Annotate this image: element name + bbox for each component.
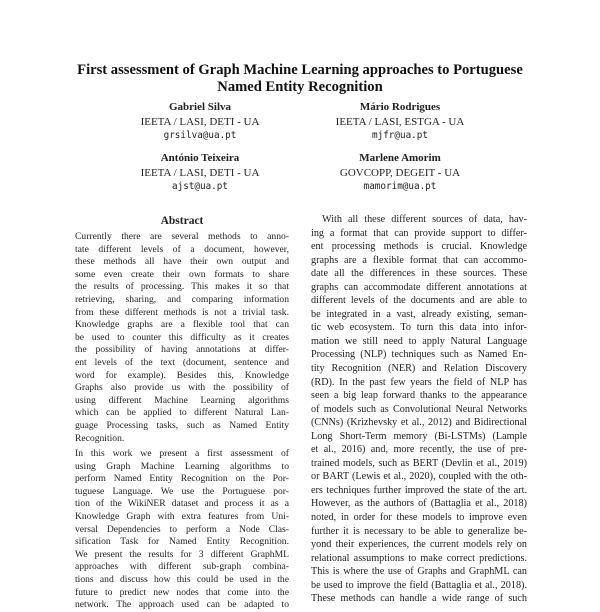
- text-line: sification Task for Named Entity Recognition.: [75, 536, 289, 548]
- author-name: António Teixeira: [160, 152, 240, 164]
- text-line: In this work we present a first assessment of: [75, 448, 289, 460]
- text-line: However, as the authors of (Battaglia et al., 2018): [311, 498, 527, 510]
- text-line: some even create their own formats to share: [75, 268, 289, 280]
- text-line: (RD). In the past few years the field of NLP has: [311, 376, 527, 388]
- text-line: We present the results for 3 different GraphML: [75, 548, 289, 560]
- author-block: [290, 100, 510, 144]
- text-line: tions and discuss how this could be used in the: [75, 574, 289, 586]
- text-line: from these different methods is not a trivial task.: [75, 306, 289, 318]
- author-affiliation: GOVCOPP, DEGEIT - UA: [339, 166, 461, 179]
- text-line: Knowledge graphs are a flexible tool that can: [75, 319, 289, 331]
- text-line: et al., 2016) and, more recently, the use of pre-: [311, 444, 527, 456]
- text-line: Knowledge Graph with extra features from Uni-: [75, 511, 289, 523]
- text-line: be used to counter this difficulty as it creates: [75, 331, 289, 343]
- text-line: graphs can accommodate different annotations at: [311, 281, 527, 293]
- text-line: tity Recognition (NER) and Relation Discovery: [311, 363, 527, 375]
- author-email: mamorim@ua.pt: [363, 181, 437, 192]
- text-line: ing a format that can provide support to differ-: [311, 227, 527, 239]
- text-line: seen a big leap forward thanks to the appearance: [311, 390, 527, 402]
- author-email: mjfr@ua.pt: [372, 130, 428, 141]
- author-block: [90, 100, 310, 144]
- text-line: These methods can handle a wide range of such: [311, 593, 527, 605]
- author-name: Gabriel Silva: [168, 101, 232, 113]
- text-line: graphs are a flexible format that can accommo-: [311, 254, 527, 266]
- text-line: the possibility of having annotations at differ-: [75, 344, 289, 356]
- abstract-text: [75, 231, 289, 612]
- text-line: This is where the use of Graphs and GraphML can: [311, 566, 527, 578]
- author-block: [290, 151, 510, 195]
- body-text: [311, 213, 527, 606]
- title-line: First assessment of Graph Machine Learning approaches to Portuguese: [77, 62, 523, 78]
- text-line: ers techniques further improved the state of the art.: [311, 484, 527, 496]
- text-line: Recognition.: [75, 432, 125, 444]
- author-block: [90, 151, 310, 195]
- text-line: or BART (Lewis et al., 2020), coupled with the oth-: [311, 471, 527, 483]
- text-line: network. The approach used can be adapted to: [75, 599, 289, 611]
- text-line: guage Processing tasks, such as Named Entity: [75, 419, 289, 431]
- text-line: tion of the WikiNER dataset and process it as a: [75, 498, 289, 510]
- text-line: ent processing methods is crucial. Knowledge: [311, 241, 527, 253]
- author-affiliation: IEETA / LASI, DETI - UA: [140, 166, 260, 179]
- text-line: using different Machine Learning algorithms: [75, 394, 289, 406]
- author-affiliation: IEETA / LASI, DETI - UA: [140, 115, 260, 128]
- text-line: tate different levels of a document, however,: [75, 243, 289, 255]
- text-line: these methods all have their own output and: [75, 256, 289, 268]
- text-line: approaches with different sub-graph combina-: [75, 561, 289, 573]
- text-line: tic web ecosystem. To turn this data into infor-: [311, 322, 527, 334]
- text-line: (CNNs) (Krizhevsky et al., 2012) and Bidirectional: [311, 417, 527, 429]
- text-line: using Graph Machine Learning algorithms to: [75, 460, 289, 472]
- text-line: further it is necessary to be able to generalize be-: [311, 525, 527, 537]
- text-line: which can be applied to different Natural Lan-: [75, 407, 289, 419]
- author-affiliation: IEETA / LASI, ESTGA - UA: [335, 115, 465, 128]
- text-line: noted, in order for these models to improve even: [311, 512, 527, 524]
- author-email: ajst@ua.pt: [172, 181, 228, 192]
- paper-title: [40, 62, 560, 96]
- text-line: retrieving, sharing, and comparing information: [75, 293, 289, 305]
- abstract-heading: Abstract: [160, 215, 204, 227]
- text-line: date all the differences in these sources. These: [311, 268, 527, 280]
- text-line: different levels of the documents and are able to: [311, 295, 527, 307]
- text-line: word for example). Besides this, Knowledge: [75, 369, 289, 381]
- author-email: grsilva@ua.pt: [163, 130, 237, 141]
- text-line: perform Named Entity Recognition on the Por-: [75, 473, 289, 485]
- text-line: tuguese Language. We use the Portuguese por-: [75, 485, 289, 497]
- text-line: Long Short-Term memory (Bi-LSTMs) (Lample: [311, 430, 527, 442]
- text-line: versal Dependencies to perform a Node Clas-: [75, 523, 289, 535]
- text-line: of models such as Convolutional Neural Networks: [311, 403, 527, 415]
- text-line: future to predict new nodes that come into the: [75, 586, 289, 598]
- author-name: Mário Rodrigues: [359, 101, 441, 113]
- title-line: Named Entity Recognition: [217, 79, 383, 95]
- text-line: Processing (NLP) techniques such as Named En-: [311, 349, 527, 361]
- author-name: Marlene Amorim: [359, 152, 441, 164]
- text-line: ent levels of the text (document, sentence and: [75, 356, 289, 368]
- text-line: Currently there are several methods to anno-: [75, 231, 289, 242]
- text-line: relational assumptions to make correct predictions.: [311, 552, 527, 564]
- text-line: With all these different sources of data, hav-: [322, 214, 527, 225]
- text-line: the results of processing. This makes it so that: [75, 281, 289, 293]
- text-line: trained models, such as BERT (Devlin et al., 2019): [311, 457, 527, 469]
- text-line: be used to improve the field (Battaglia et al., 2018).: [311, 579, 527, 591]
- text-line: mation we still need to apply Natural Language: [311, 335, 527, 347]
- text-line: be integrated in a vast, already existing, seman-: [311, 308, 527, 320]
- text-line: Graphs also provide us with the possibility of: [75, 382, 289, 394]
- text-line: yond their experiences, the current models rely on: [311, 539, 527, 551]
